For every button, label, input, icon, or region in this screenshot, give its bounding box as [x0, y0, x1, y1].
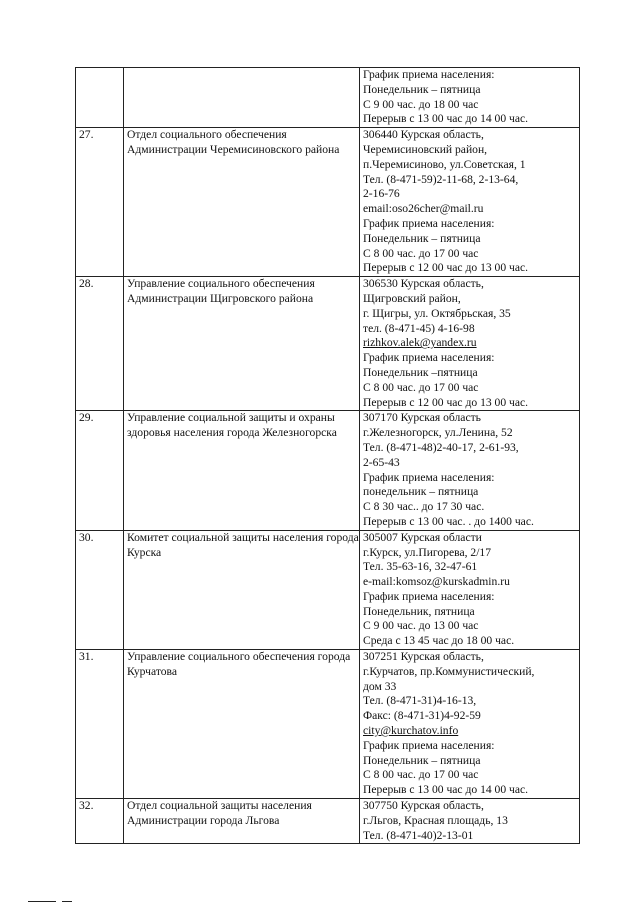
contact-line: С 9 00 час. до 13 00 час — [363, 619, 479, 633]
row-number — [76, 68, 124, 128]
contact-line: Щигровский район, — [363, 291, 461, 305]
footer-mark-left — [28, 901, 56, 902]
row-number: 28. — [76, 277, 124, 411]
contact-line: Факс: (8-471-31)4-92-59 — [363, 709, 481, 723]
row-number: 32. — [76, 799, 124, 844]
institution-contacts — [360, 799, 580, 844]
contact-line: 305007 Курская области — [363, 530, 482, 544]
table-body — [76, 68, 580, 844]
institution-contacts — [360, 68, 580, 128]
contact-line: тел. (8-471-45) 4-16-98 — [363, 321, 475, 335]
contact-line: График приема населения: — [363, 216, 495, 230]
contact-line: Понедельник – пятница — [363, 231, 481, 245]
contact-line: Перерыв с 12 00 час до 13 00 час. — [363, 395, 529, 409]
institution-name — [124, 68, 360, 128]
row-number: 29. — [76, 411, 124, 530]
footer-mark-right — [62, 901, 72, 902]
institution-name: Отдел социальной защиты населения Администрации города Льгова — [124, 799, 360, 844]
contact-line: e-mail:komsoz@kurskadmin.ru — [363, 575, 510, 589]
table-row — [76, 277, 580, 411]
contact-line: г. Щигры, ул. Октябрьская, 35 — [363, 306, 511, 320]
table-row — [76, 128, 580, 277]
contact-line: Тел. (8-471-59)2-11-68, 2-13-64, — [363, 172, 519, 186]
contact-line: График приема населения: — [363, 68, 495, 81]
contact-line: С 8 00 час. до 17 00 час — [363, 246, 479, 260]
table-row — [76, 799, 580, 844]
contact-line: График приема населения: — [363, 589, 495, 603]
contact-line: С 8 00 час. до 17 00 час — [363, 768, 479, 782]
contact-line: Черемисиновский район, — [363, 142, 488, 156]
contact-line: rizhkov.alek@yandex.ru — [363, 336, 477, 350]
institution-name: Отдел социального обеспечения Администрации Черемисиновского района — [124, 128, 360, 277]
contact-line: Среда с 13 45 час до 18 00 час. — [363, 634, 515, 648]
institution-contacts — [360, 530, 580, 649]
contact-line: г.Курчатов, пр.Коммунистический, — [363, 664, 535, 678]
contact-line: 307251 Курская область, — [363, 650, 484, 664]
contact-line: Тел. (8-471-48)2-40-17, 2-61-93, — [363, 440, 519, 454]
contact-line: 306440 Курская область, — [363, 128, 484, 142]
institution-contacts — [360, 128, 580, 277]
contact-line: С 8 00 час. до 17 00 час — [363, 380, 479, 394]
institution-name: Управление социального обеспечения города Курчатова — [124, 650, 360, 799]
contact-line: Понедельник – пятница — [363, 82, 481, 96]
institution-contacts — [360, 277, 580, 411]
contact-line: г.Курск, ул.Пигорева, 2/17 — [363, 545, 492, 559]
contact-line: Понедельник –пятница — [363, 365, 478, 379]
contact-line: 2-65-43 — [363, 455, 400, 469]
row-number: 31. — [76, 650, 124, 799]
row-number: 27. — [76, 128, 124, 277]
contact-line: Тел. 35-63-16, 32-47-61 — [363, 560, 478, 574]
contact-line: 2-16-76 — [363, 187, 400, 201]
table-row — [76, 68, 580, 128]
contact-line: city@kurchatov.info — [363, 724, 459, 738]
row-number: 30. — [76, 530, 124, 649]
contact-line: email:oso26cher@mail.ru — [363, 202, 484, 216]
contact-line: 306530 Курская область, — [363, 277, 484, 291]
institution-name: Управление социального обеспечения Администрации Щигровского района — [124, 277, 360, 411]
contact-line: 307170 Курская область — [363, 411, 481, 425]
table-row — [76, 650, 580, 799]
institution-name: Управление социальной защиты и охраны здоровья населения города Железногорска — [124, 411, 360, 530]
contact-line: График приема населения: — [363, 351, 495, 365]
contact-line: Перерыв с 13 00 час до 14 00 час. — [363, 783, 529, 797]
contact-line: Понедельник, пятница — [363, 604, 475, 618]
contact-line: Перерыв с 13 00 час до 14 00 час. — [363, 112, 529, 126]
contact-line: График приема населения: — [363, 738, 495, 752]
contact-line: г.Железногорск, ул.Ленина, 52 — [363, 426, 513, 440]
table-row — [76, 411, 580, 530]
institution-contacts — [360, 650, 580, 799]
institution-contacts — [360, 411, 580, 530]
contact-line: Понедельник – пятница — [363, 753, 481, 767]
contact-line: 307750 Курская область, — [363, 799, 484, 813]
institution-name: Комитет социальной защиты населения города Курска — [124, 530, 360, 649]
contact-line: понедельник – пятница — [363, 485, 479, 499]
contact-line: Тел. (8-471-31)4-16-13, — [363, 694, 477, 708]
contact-line: Тел. (8-471-40)2-13-01 — [363, 828, 474, 842]
contact-line: С 8 30 час.. до 17 30 час. — [363, 500, 485, 514]
directory-table — [75, 67, 580, 844]
contact-line: Перерыв с 13 00 час. . до 1400 час. — [363, 514, 534, 528]
contact-line: п.Черемисиново, ул.Советская, 1 — [363, 157, 526, 171]
contact-line: дом 33 — [363, 679, 397, 693]
table-row — [76, 530, 580, 649]
contact-line: График приема населения: — [363, 470, 495, 484]
contact-line: г.Льгов, Красная площадь, 13 — [363, 813, 508, 827]
contact-line: Перерыв с 12 00 час до 13 00 час. — [363, 261, 529, 275]
contact-line: С 9 00 час. до 18 00 час — [363, 97, 479, 111]
